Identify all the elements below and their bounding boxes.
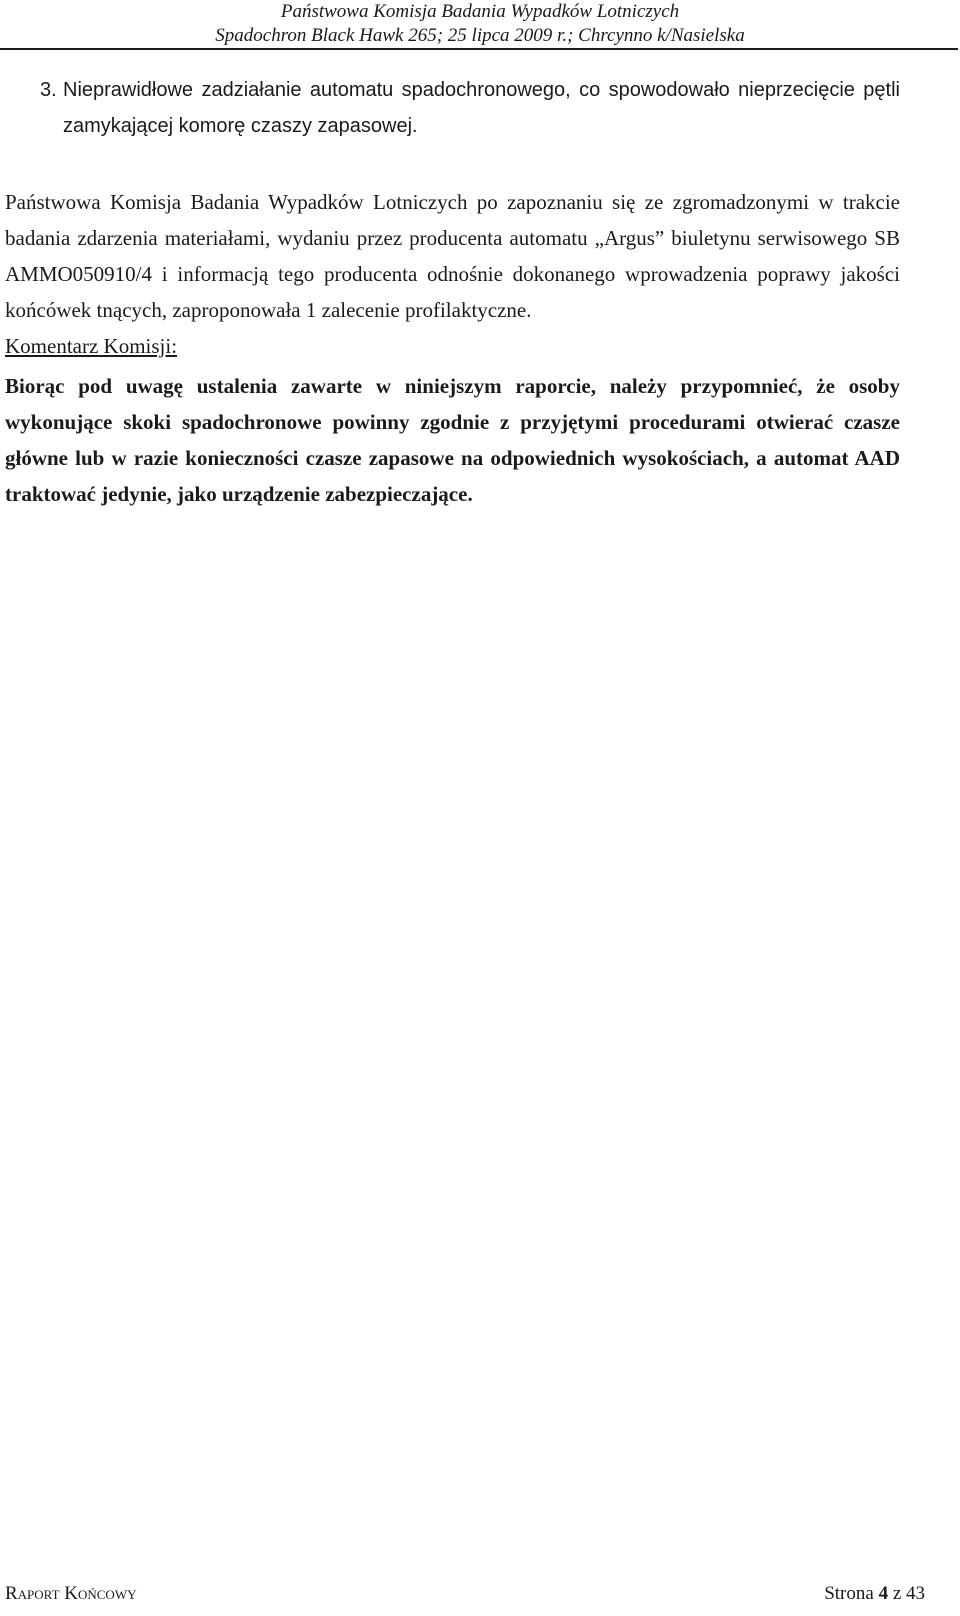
page-content <box>5 72 900 512</box>
finding-text: Nieprawidłowe zadziałanie automatu spadochronowego, co spowodowało nieprzecięcie pętli zamykającej komorę czaszy zapasowej. <box>63 79 900 137</box>
report-label: Raport Końcowy <box>5 1583 137 1604</box>
page-total: 43 <box>906 1583 925 1604</box>
header-case-info: Spadochron Black Hawk 265; 25 lipca 2009 r.; Chrcynno k/Nasielska <box>215 25 745 46</box>
header-organization: Państwowa Komisja Badania Wypadków Lotniczych <box>280 1 680 22</box>
page-prefix: Strona <box>824 1583 874 1604</box>
page-header <box>0 0 960 48</box>
header-divider <box>0 48 958 50</box>
comment-heading: Komentarz Komisji: <box>5 334 178 358</box>
finding-number: 3. <box>40 79 57 101</box>
page-separator: z <box>892 1583 902 1604</box>
body-paragraph: Państwowa Komisja Badania Wypadków Lotniczych po zapoznaniu się ze zgromadzonymi w trakcie badania zdarzenia materiałami, wydaniu przez producenta automatu „Argus” biuletynu serwisowego SB AMMO050910/4 i informacją tego producenta odnośnie dokonanego wprowadzenia poprawy jakości końcówek tnących, zaproponowała 1 zalecenie profilaktyczne. <box>5 190 900 322</box>
finding-item <box>5 72 900 144</box>
page-number <box>824 1580 925 1608</box>
comment-text: Biorąc pod uwagę ustalenia zawarte w niniejszym raporcie, należy przypomnieć, że osoby wykonujące skoki spadochronowe powinny zgodnie z przyjętymi procedurami otwierać czasze główne lub w razie konieczności czasze zapasowe na odpowiednich wysokościach, a automat AAD traktować jedynie, jako urządzenie zabezpieczające. <box>5 374 900 506</box>
page-current: 4 <box>878 1583 889 1604</box>
